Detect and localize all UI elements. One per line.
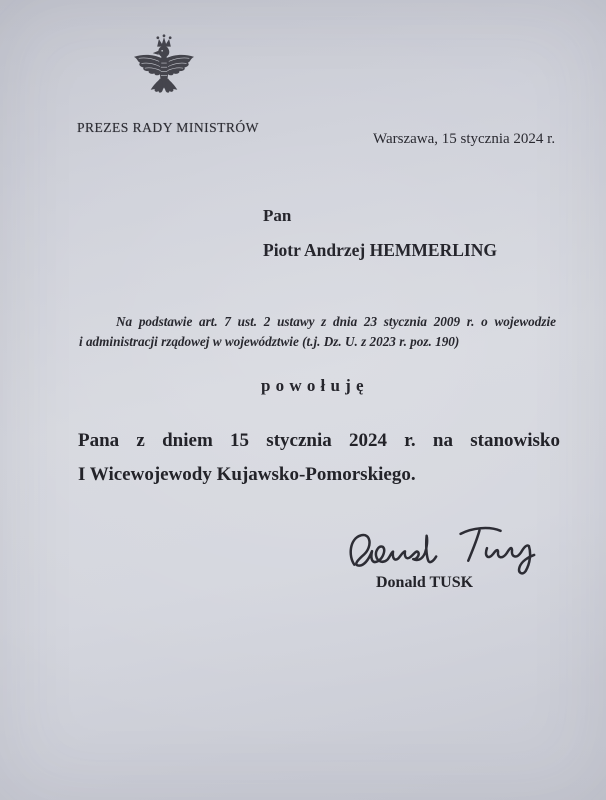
appointment-line2: I Wicewojewody Kujawsko-Pomorskiego. <box>78 464 416 485</box>
appointment-line1: Pana z dniem 15 stycznia 2024 r. na stanowisko <box>78 430 560 451</box>
signer-name: Donald TUSK <box>376 574 474 591</box>
legal-basis-line2: i administracji rządowej w województwie (t.j. Dz. U. z 2023 r. poz. 190) <box>79 334 460 349</box>
handwritten-signature <box>340 519 572 581</box>
addressee-block <box>263 206 497 261</box>
appointment-paragraph <box>78 424 560 492</box>
addressee-salutation: Pan <box>263 206 292 225</box>
place-and-date: Warszawa, 15 stycznia 2024 r. <box>373 131 556 147</box>
addressee-name: Piotr Andrzej HEMMERLING <box>263 240 497 260</box>
legal-basis-line1: Na podstawie art. 7 ust. 2 ustawy z dnia 23 stycznia 2009 r. o wojewodzie <box>116 314 556 329</box>
legal-basis-paragraph <box>79 312 556 352</box>
performative-word: powołuję <box>261 376 369 395</box>
office-title: PREZES RADY MINISTRÓW <box>77 120 259 135</box>
polish-eagle-emblem <box>129 33 199 115</box>
